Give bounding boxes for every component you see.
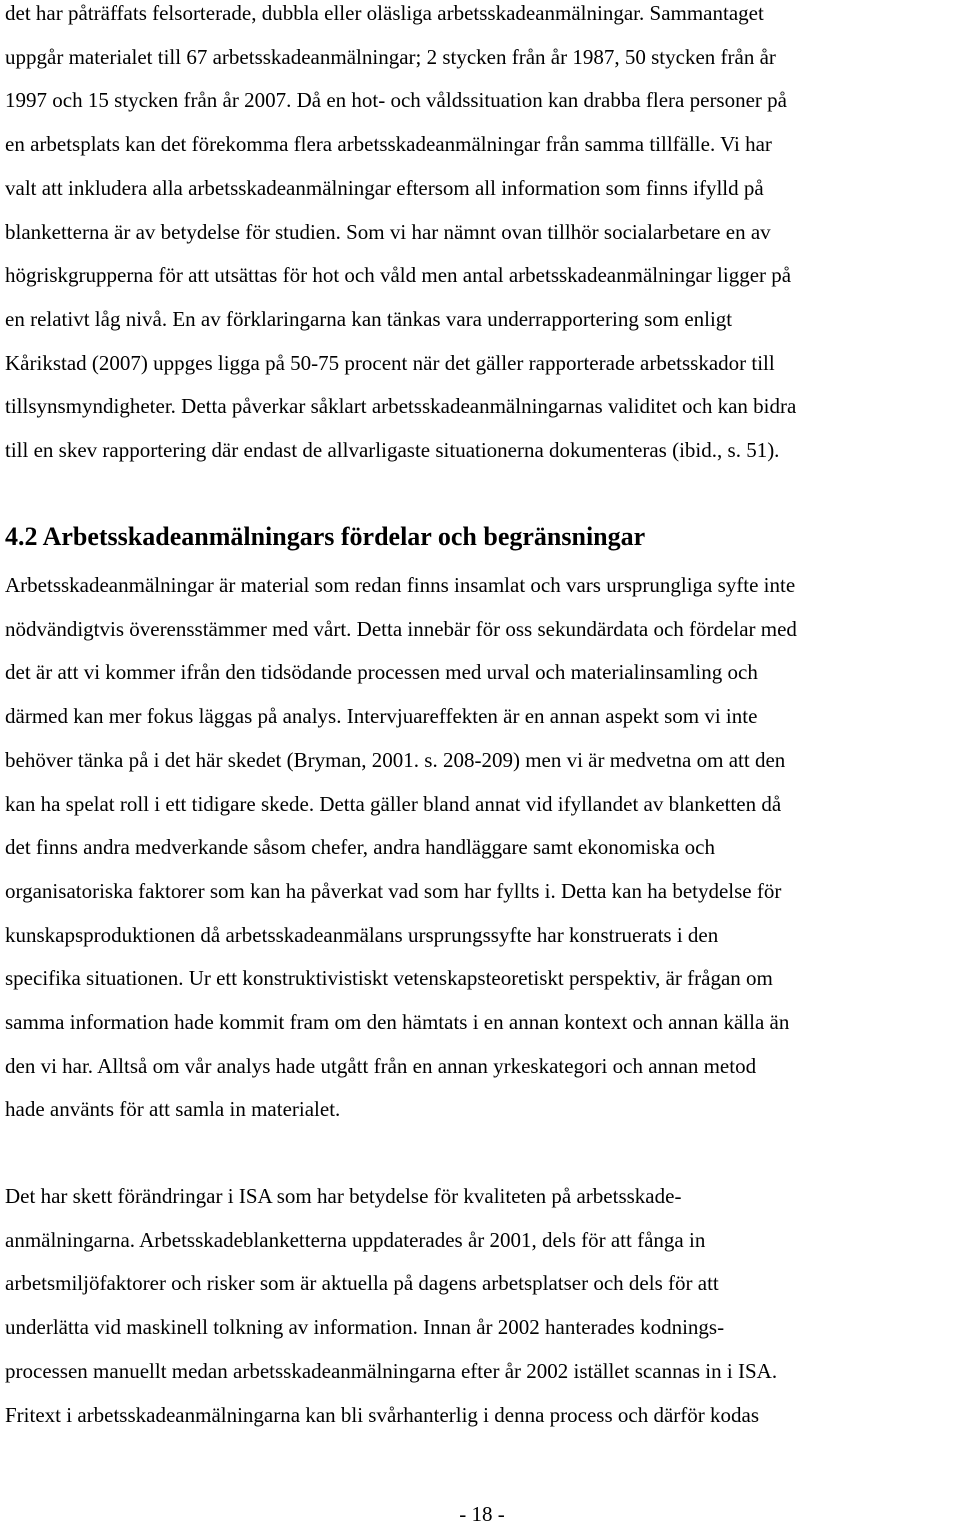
text-line: det är att vi kommer ifrån den tidsödande processen med urval och materialinsamling och	[5, 660, 758, 685]
text-line: 1997 och 15 stycken från år 2007. Då en hot- och våldssituation kan drabba flera personer på	[5, 88, 787, 113]
text-line: Fritext i arbetsskadeanmälningarna kan bli svårhanterlig i denna process och därför kodas	[5, 1402, 760, 1427]
text-line: därmed kan mer fokus läggas på analys. Intervjuareffekten är en annan aspekt som vi inte	[5, 704, 758, 729]
text-line: hade använts för att samla in materialet.	[5, 1097, 341, 1122]
text-line: processen manuellt medan arbetsskadeanmälningarna efter år 2002 istället scannas in i ISA.	[5, 1358, 778, 1383]
text-line: samma information hade kommit fram om den hämtats i en annan kontext och annan källa än	[5, 1010, 790, 1035]
text-line: en arbetsplats kan det förekomma flera arbetsskadeanmälningar från samma tillfälle. Vi har	[5, 132, 772, 157]
text-line: kunskapsproduktionen då arbetsskadeanmälans ursprungssyfte har konstruerats i den	[5, 922, 719, 947]
text-line: organisatoriska faktorer som kan ha påverkat vad som har fyllts i. Detta kan ha betydelse för	[5, 878, 782, 903]
text-line: det finns andra medverkande såsom chefer, andra handläggare samt ekonomiska och	[5, 835, 715, 860]
text-line: anmälningarna. Arbetsskadeblanketterna uppdaterades år 2001, dels för att fånga in	[5, 1227, 706, 1252]
page-number: - 18 -	[459, 1502, 505, 1526]
text-line: underlätta vid maskinell tolkning av information. Innan år 2002 hanterades kodnings-	[5, 1315, 725, 1340]
text-line: det har påträffats felsorterade, dubbla eller oläsliga arbetsskadeanmälningar. Sammantaget	[5, 1, 764, 25]
text-line: Det har skett förändringar i ISA som har betydelse för kvaliteten på arbetsskade-	[5, 1184, 682, 1208]
body-paragraph-3	[5, 1175, 777, 1437]
section-heading: 4.2 Arbetsskadeanmälningars fördelar och begränsningar	[5, 522, 646, 551]
text-line: arbetsmiljöfaktorer och risker som är aktuella på dagens arbetsplatser och dels för att	[5, 1271, 719, 1296]
text-line: tillsynsmyndigheter. Detta påverkar såklart arbetsskadeanmälningarnas validitet och kan bidra	[5, 394, 797, 419]
text-line: den vi har. Alltså om vår analys hade utgått från en annan yrkeskategori och annan metod	[5, 1053, 757, 1078]
text-line: uppgår materialet till 67 arbetsskadeanmälningar; 2 stycken från år 1987, 50 stycken från år	[5, 44, 776, 69]
text-line: Arbetsskadeanmälningar är material som redan finns insamlat och vars ursprungliga syfte inte	[5, 573, 796, 597]
text-line: blanketterna är av betydelse för studien. Som vi har nämnt ovan tillhör socialarbetare en av	[5, 219, 771, 244]
text-line: nödvändigtvis överensstämmer med vårt. Detta innebär för oss sekundärdata och fördelar med	[5, 616, 797, 641]
text-line: kan ha spelat roll i ett tidigare skede. Detta gäller bland annat vid ifyllandet av blanketten då	[5, 791, 782, 816]
text-line: Kårikstad (2007) uppges ligga på 50-75 procent när det gäller rapporterade arbetsskador till	[5, 350, 775, 375]
text-line: specifika situationen. Ur ett konstruktivistiskt vetenskapsteoretiskt perspektiv, är frågan om	[5, 966, 773, 991]
text-line: en relativt låg nivå. En av förklaringarna kan tänkas vara underrapportering som enligt	[5, 306, 733, 331]
text-line: valt att inkludera alla arbetsskadeanmälningar eftersom all information som finns ifylld på	[5, 175, 764, 200]
text-line: behöver tänka på i det här skedet (Bryman, 2001. s. 208-209) men vi är medvetna om att den	[5, 747, 786, 772]
text-line: högriskgrupperna för att utsättas för hot och våld men antal arbetsskadeanmälningar ligger på	[5, 263, 792, 288]
body-paragraph-2	[5, 564, 797, 1132]
body-paragraph-1	[5, 0, 796, 473]
text-line: till en skev rapportering där endast de allvarligaste situationerna dokumenteras (ibid., s. 51).	[5, 438, 780, 463]
